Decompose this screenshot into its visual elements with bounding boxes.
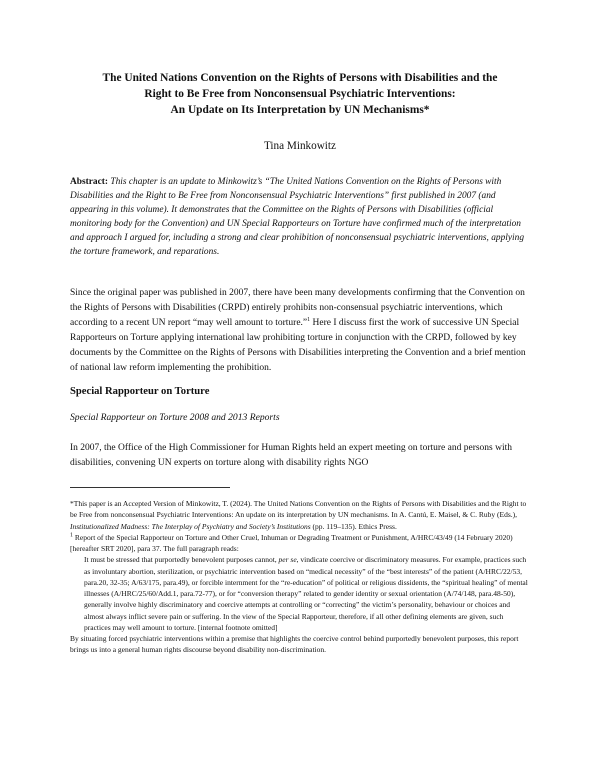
- section-paragraph: In 2007, the Office of the High Commissioner for Human Rights held an expert meeting on torture and persons with disabilities, convening UN experts on torture along with disability rights NGO: [70, 443, 513, 469]
- quote-text-b: , vindicate coercive or discriminatory measures. For example, practices such as involuntary abortion, sterilization, or psychiatric intervention based on “medical necessity” of the “best interests” of the patient (A/HRC/22/53, para.20, 32-35; A/63/175, para.49), or forcible internment for the “re-education” of political or religious dissidents, the “spiritual healing” of mental illnesses (A/HRC/25/60/Add.1, para.72-77), or for “conversion therapy” related to gender identity or sexual orientation (A/74/148, para.48-50), generally involve highly discriminatory and coercive attempts at controlling or “correcting” the victim’s personality, behaviour or choices and almost always inflict severe pain or suffering. In the view of the Special Rapporteur, therefore, if all other defining elements are given, such practices may well amount to torture. [internal footnote omitted]: [84, 555, 528, 632]
- footnote-star-text-b: (pp. 119–135). Ethics Press.: [310, 521, 397, 531]
- footnote-star: [70, 498, 530, 532]
- footnote-1-text: Report of the Special Rapporteur on Torture and Other Cruel, Inhuman or Degrading Treatment or Punishment, A/HRC/43/49 (14 February 2020) [hereafter SRT 2020], para 37. The full paragraph reads:: [70, 532, 513, 554]
- footnote-1-tail: By situating forced psychiatric interventions within a premise that highlights the coercive control behind purportedly benevolent purposes, this report brings us into a general human rights discourse beyond disability non-discrimination.: [70, 634, 519, 655]
- quote-text-a: It must be stressed that purportedly benevolent purposes cannot,: [84, 555, 279, 565]
- footnote-star-book-title: Institutionalized Madness: The Interplay of Psychiatry and Society’s Institutions: [70, 521, 311, 531]
- title-line-3: An Update on Its Interpretation by UN Mechanisms*: [170, 104, 430, 117]
- footnote-star-text-a: *This paper is an Accepted Version of Minkowitz, T. (2024). The United Nations Convention on the Rights of Persons with Disabilities and the Right to be Free from nonconsensual Psychiatric Interventions: An update on its interpretation by UN mechanisms. In A. Cantú, E. Maisel, & C. Ruby (Eds.),: [70, 499, 527, 520]
- footnote-1: [70, 532, 530, 555]
- abstract-label: Abstract:: [70, 176, 109, 187]
- footnote-1-quote: [84, 554, 530, 633]
- footnote-divider: [70, 487, 230, 488]
- section-subheading: Special Rapporteur on Torture 2008 and 2013 Reports: [70, 412, 280, 424]
- quote-italic: per se: [278, 555, 297, 565]
- section-heading: Special Rapporteur on Torture: [70, 386, 210, 398]
- title-line-2: Right to Be Free from Nonconsensual Psychiatric Interventions:: [144, 88, 456, 101]
- abstract-text: This chapter is an update to Minkowitz’s “The United Nations Convention on the Rights of Persons with Disabilities and the Right to Be Free from Nonconsensual Psychiatric Interventions” first published in 2007 (and appearing in this volume). It demonstrates that the Committee on the Rights of Persons with Disabilities (official monitoring body for the Convention) and UN Special Rapporteurs on Torture have confirmed much of the interpretation and approach I argued for, including a strong and clear prohibition of nonconsensual psychiatric interventions, applying the torture framework, and reparations.: [70, 176, 525, 258]
- title-line-1: The United Nations Convention on the Rights of Persons with Disabilities and the: [102, 72, 498, 84]
- footnote-ref-1[interactable]: 1: [307, 317, 311, 324]
- paper-title: [70, 70, 530, 119]
- abstract: [70, 175, 530, 260]
- intro-paragraph: [70, 286, 530, 376]
- author-name: Tina Minkowitz: [263, 139, 336, 152]
- footnote-1-mark: 1: [70, 532, 73, 539]
- intro-text-b: Here I discuss first the work of successive UN Special Rapporteurs on Torture applying international law prohibiting torture in conjunction with the CRPD, followed by key documents by the Committee on the Rights of Persons with Disabilities interpreting the Convention and a brief mention of national law reform implementing the prohibition.: [70, 318, 526, 374]
- intro-text-a: Since the original paper was published in 2007, there have been many developments confirming that the Convention on the Rights of Persons with Disabilities (CRPD) entirely prohibits non-consensual psychiatric interventions, which according to a recent UN report “may well amount to torture.”: [70, 288, 525, 329]
